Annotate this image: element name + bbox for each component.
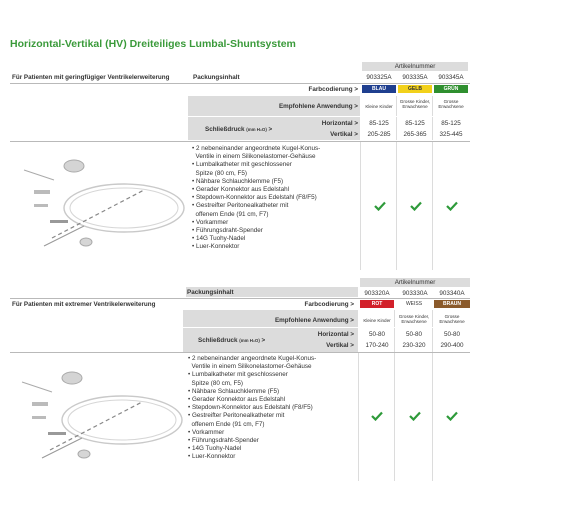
list-item — [188, 421, 316, 429]
list-item-text: 2 nebeneinander angeordnete Kugel-Konus- — [195, 145, 321, 152]
list-item-text: Gerader Konnektor aus Edelstahl — [191, 396, 286, 404]
list-item: • 14G Tuohy-Nadel — [192, 235, 246, 243]
usage-text: Kleine Kinder — [365, 104, 393, 109]
arrow-text: > — [261, 337, 266, 344]
column-divider — [432, 310, 433, 352]
divider — [188, 116, 470, 117]
horizontal-value: 50-80 — [368, 331, 386, 338]
horizontal-label: Horizontal > — [321, 120, 358, 127]
vertical-value: 205-285 — [367, 131, 391, 138]
list-item-text: Stepdown-Konnektor aus Edelstahl (F8/F5) — [191, 404, 313, 412]
color-chip-braun: BRAUN — [434, 300, 470, 308]
schliessdruck-text: Schließdruck — [198, 337, 238, 344]
artikelnummer-header: Artikelnummer — [394, 63, 436, 70]
list-item: • Gerader Konnektor aus Edelstahl — [188, 396, 286, 404]
list-item-text: 14G Tuohy-Nadel — [195, 235, 246, 243]
horizontal-value: 50-80 — [443, 331, 461, 338]
list-item-text: Ventile in einem Silikonelastomer-Gehäuse — [191, 363, 312, 371]
list-item: • 2 nebeneinander angeordnete Kugel-Konus- — [188, 355, 317, 362]
column-divider — [432, 96, 433, 140]
list-item — [188, 380, 316, 388]
farbcodierung-label: Farbcodierung > — [308, 86, 358, 93]
farbcodierung-label: Farbcodierung > — [304, 301, 354, 308]
article-number: 903345A — [438, 74, 464, 81]
list-item-text: 2 nebeneinander angeordnete Kugel-Konus- — [191, 355, 317, 362]
schliessdruck-label — [205, 126, 272, 133]
list-item-text: offenem Ende (91 cm, F7) — [191, 420, 265, 428]
list-item: • Stepdown-Konnektor aus Edelstahl (F8/F5) — [192, 194, 317, 202]
vertical-value: 230-320 — [402, 342, 426, 349]
list-item — [192, 153, 320, 161]
empfohlene-label: Empfohlene Anwendung > — [274, 317, 354, 324]
list-item: • Lumbalkatheter mit geschlossener — [188, 371, 288, 379]
list-item: • Vorkammer — [188, 428, 225, 436]
list-item — [188, 363, 316, 371]
check-icon — [446, 201, 458, 211]
schliessdruck-text: Schließdruck — [205, 126, 245, 133]
article-number: 903340A — [439, 290, 465, 297]
list-item: • Nähbare Schlauchklemme (F5) — [192, 177, 284, 185]
vertical-value: 290-400 — [440, 342, 464, 349]
horizontal-value: 85-125 — [441, 120, 461, 127]
check-icon — [446, 411, 458, 421]
list-item: • Luer-Konnektor — [188, 453, 236, 461]
column-divider — [432, 142, 433, 270]
section-heading: Für Patienten mit geringfügiger Ventrikelerweiterung — [12, 74, 170, 81]
article-number: 903320A — [364, 290, 390, 297]
shunt-system-image — [12, 362, 184, 472]
arrow-text: > — [268, 126, 273, 133]
column-divider — [394, 353, 395, 481]
vertical-value: 170-240 — [365, 342, 389, 349]
check-icon — [371, 411, 383, 421]
divider — [10, 298, 470, 299]
color-chip-gelb: GELB — [398, 85, 432, 93]
vertical-value: 265-365 — [403, 131, 427, 138]
schliessdruck-unit: (mm H₂O) — [239, 338, 260, 343]
list-item-text: Vorkammer — [191, 428, 225, 436]
article-number: 903325A — [366, 74, 392, 81]
list-item-text: Spitze (80 cm, F5) — [195, 169, 247, 177]
article-number: 903330A — [402, 290, 428, 297]
column-divider — [396, 142, 397, 270]
list-item: • Lumbalkatheter mit geschlossener — [192, 161, 292, 169]
contents-list — [188, 355, 316, 462]
packungsinhalt-label: Packungsinhalt — [187, 289, 234, 296]
divider — [10, 141, 470, 142]
check-icon — [374, 201, 386, 211]
column-divider — [358, 353, 359, 481]
list-item: • Stepdown-Konnektor aus Edelstahl (F8/F5) — [188, 404, 313, 412]
usage-text: Grosse Erwachsene — [438, 99, 464, 110]
vertikal-label: Vertikal > — [326, 342, 354, 349]
list-item — [192, 170, 320, 178]
contents-list — [192, 145, 320, 252]
list-item: • Gerader Konnektor aus Edelstahl — [192, 186, 290, 194]
list-item: • 2 nebeneinander angeordnete Kugel-Konus- — [192, 145, 321, 152]
page-title: Horizontal-Vertikal (HV) Dreiteiliges Lumbal-Shuntsystem — [10, 38, 296, 50]
horizontal-value: 50-80 — [405, 331, 423, 338]
list-item: • Vorkammer — [192, 218, 229, 226]
list-item-text: Gerader Konnektor aus Edelstahl — [195, 186, 290, 194]
schliessdruck-unit: (mm H₂O) — [246, 127, 267, 132]
check-icon — [409, 411, 421, 421]
list-item — [192, 211, 320, 219]
horizontal-label: Horizontal > — [317, 331, 354, 338]
list-item-text: Nähbare Schlauchklemme (F5) — [191, 387, 280, 395]
usage-text: Grosse Erwachsene — [439, 314, 465, 325]
color-chip-gruen: GRÜN — [434, 85, 468, 93]
divider — [10, 83, 470, 84]
divider — [10, 352, 470, 353]
color-chip-rot: ROT — [360, 300, 394, 308]
article-number: 903335A — [402, 74, 428, 81]
list-item-text: Führungsdraht-Spender — [191, 437, 259, 445]
usage-text: Kleine Kinder — [363, 318, 391, 323]
empfohlene-label: Empfohlene Anwendung > — [278, 103, 358, 110]
column-divider — [432, 353, 433, 481]
check-icon — [410, 201, 422, 211]
list-item-text: Stepdown-Konnektor aus Edelstahl (F8/F5) — [195, 194, 317, 202]
list-item: • Luer-Konnektor — [192, 243, 240, 251]
list-item-text: 14G Tuohy-Nadel — [191, 445, 242, 453]
list-item: • 14G Tuohy-Nadel — [188, 445, 242, 453]
list-item-text: Luer-Konnektor — [191, 453, 236, 461]
list-item-text: Führungsdraht-Spender — [195, 227, 263, 235]
list-item-text: Spitze (80 cm, F5) — [191, 379, 243, 387]
list-item-text: Vorkammer — [195, 218, 229, 226]
schliessdruck-label — [198, 337, 265, 344]
list-item: • Führungsdraht-Spender — [188, 437, 259, 445]
divider — [183, 327, 470, 328]
horizontal-value: 85-125 — [369, 120, 389, 127]
list-item: • Führungsdraht-Spender — [192, 227, 263, 235]
list-item: • Gestreifter Peritonealkatheter mit — [192, 202, 289, 210]
list-item-text: Lumbalkatheter mit geschlossener — [191, 371, 288, 379]
section-heading: Für Patienten mit extremer Ventrikelerweiterung — [12, 301, 156, 308]
list-item-text: Nähbare Schlauchklemme (F5) — [195, 177, 284, 185]
artikelnummer-header: Artikelnummer — [394, 279, 436, 286]
column-divider — [396, 96, 397, 140]
column-divider — [394, 310, 395, 352]
list-item-text: Lumbalkatheter mit geschlossener — [195, 161, 292, 169]
list-item-text: Gestreifter Peritonealkatheter mit — [191, 412, 285, 420]
shunt-system-image — [14, 150, 186, 260]
list-item-text: Luer-Konnektor — [195, 243, 240, 251]
vertical-value: 325-445 — [439, 131, 463, 138]
packungsinhalt-label: Packungsinhalt — [193, 74, 240, 81]
color-chip-weiss: WEISS — [396, 300, 432, 308]
color-chip-blau: BLAU — [362, 85, 396, 93]
list-item: • Gestreifter Peritonealkatheter mit — [188, 412, 285, 420]
list-item: • Nähbare Schlauchklemme (F5) — [188, 387, 280, 395]
vertikal-label: Vertikal > — [330, 131, 358, 138]
usage-text: Grosse Kinder, Erwachsene — [398, 314, 430, 325]
horizontal-value: 85-125 — [405, 120, 425, 127]
list-item-text: Ventile in einem Silikonelastomer-Gehäuse — [195, 153, 316, 161]
usage-text: Grosse Kinder, Erwachsene — [399, 99, 431, 110]
list-item-text: offenem Ende (91 cm, F7) — [195, 210, 269, 218]
list-item-text: Gestreifter Peritonealkatheter mit — [195, 202, 289, 210]
column-divider — [360, 142, 361, 270]
